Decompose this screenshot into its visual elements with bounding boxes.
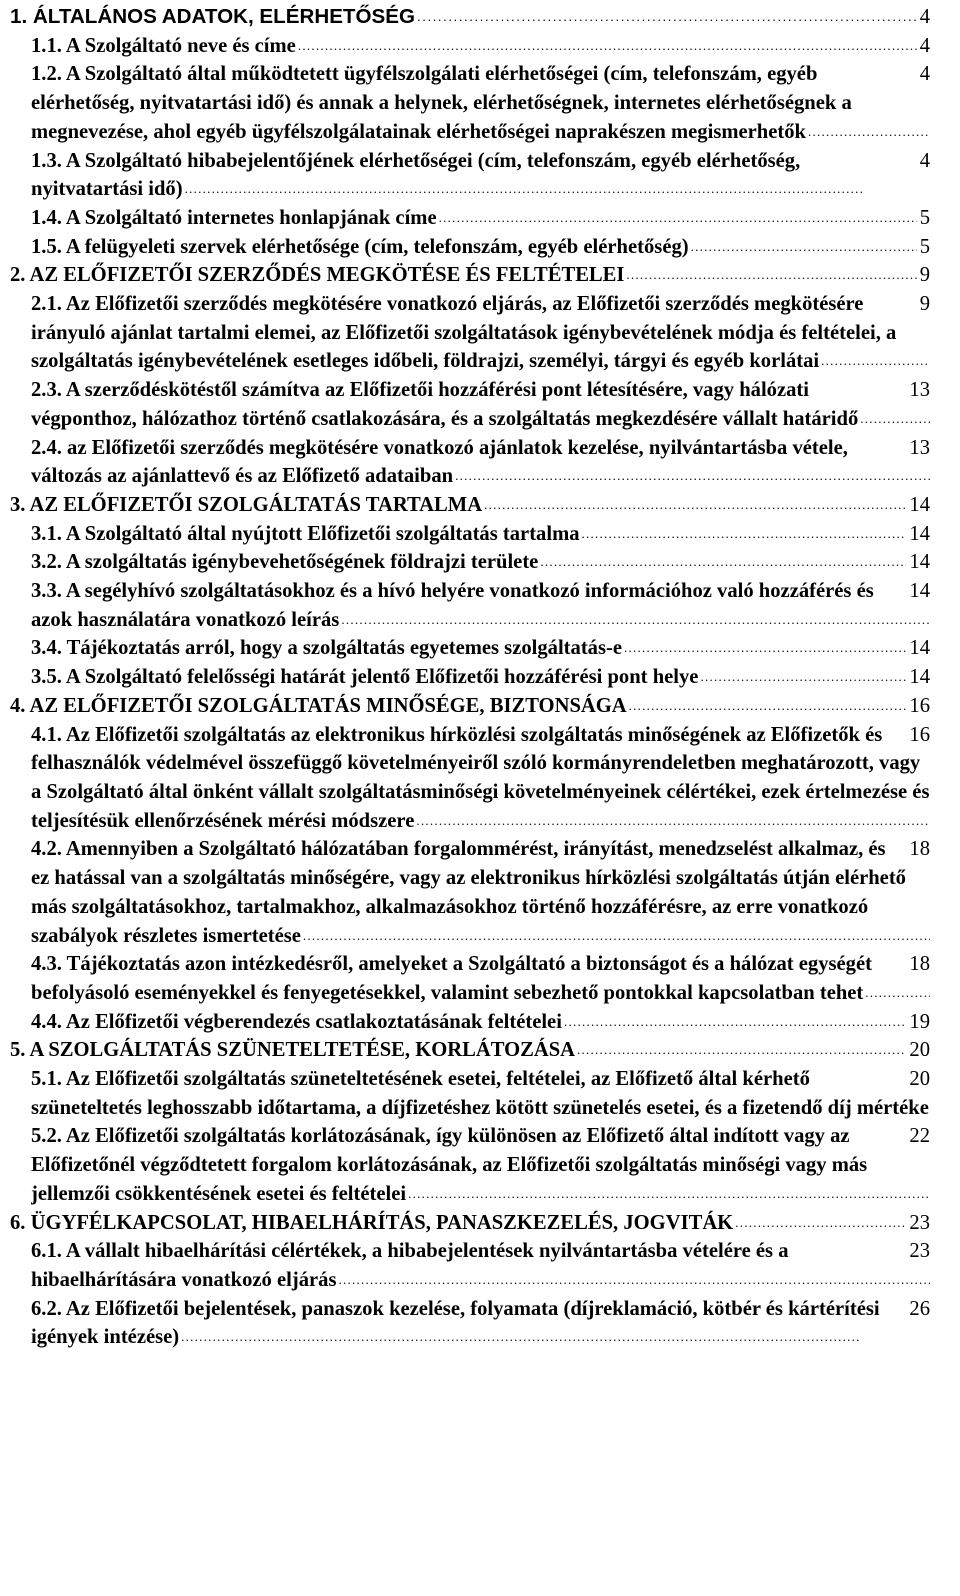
- toc-entry[interactable]: [31, 721, 930, 836]
- toc-page-number: 5: [917, 204, 930, 233]
- toc-page-number: 4: [917, 3, 930, 32]
- toc-entry-title: 4.2. Amennyiben a Szolgáltató hálózatában forgalommérést, irányítást, menedzselést alkalmaz, és ez hatással van a szolgáltatás minőségére, vagy az elektronikus hírközlési szolgáltatás útján elérhető más szolgáltatásokhoz, tartalmakhoz, alkalmazásokhoz történő hozzáférésre, az erre vonatkozó szabályok részletes ismertetése: [31, 838, 906, 947]
- toc-page-number: 5: [917, 233, 930, 262]
- toc-entry[interactable]: [31, 434, 930, 491]
- toc-page-number: 4: [917, 60, 930, 89]
- toc-entry-title: 1.4. A Szolgáltató internetes honlapjának címe: [31, 206, 437, 229]
- toc-page-number: 23: [906, 1237, 930, 1266]
- toc-entry[interactable]: [31, 548, 930, 577]
- toc-entry[interactable]: [10, 491, 930, 520]
- toc-page-number: 13: [906, 376, 930, 405]
- toc-entry-title: 1. ÁLTALÁNOS ADATOK, ELÉRHETŐSÉG: [10, 5, 416, 28]
- toc-entry-title: 5.2. Az Előfizetői szolgáltatás korlátozásának, így különösen az Előfizető által indított vagy az Előfizetőnél végződtetett forgalom korlátozásának, az Előfizetői szolgáltatás minőségi vagy más jellemzői csökkentésének esetei és feltételei: [31, 1125, 868, 1205]
- toc-entry-title: 5. A SZOLGÁLTATÁS SZÜNETELTETÉSE, KORLÁTOZÁSA: [10, 1039, 576, 1062]
- toc-entry-title: 3.3. A segélyhívó szolgáltatásokhoz és a hívó helyére vonatkozó információhoz való hozzáférés és azok használatára vonatkozó leírás: [31, 580, 874, 631]
- toc-page-number: 20: [906, 1065, 930, 1094]
- toc-entry-title: 2.1. Az Előfizetői szerződés megkötésére vonatkozó eljárás, az Előfizetői szerződés megkötésére irányuló ajánlat tartalmi elemei, az Előfizetői szolgáltatások igénybevételének módja és feltételei, a szolgáltatás igénybevételének esetleges időbeli, földrajzi, személyi, tárgyi és egyéb korlátai: [31, 293, 897, 373]
- toc-entry[interactable]: [31, 1295, 930, 1352]
- toc-entry-title: 4.4. Az Előfizetői végberendezés csatlakoztatásának feltételei: [31, 1010, 562, 1033]
- toc-page-number: 4: [917, 147, 930, 176]
- toc-entry[interactable]: [31, 950, 930, 1007]
- toc-entry-title: 4.1. Az Előfizetői szolgáltatás az elektronikus hírközlési szolgáltatás minőségének az Előfizetők és felhasználók védelmével összefüggő követelményeiről szóló kormányrendeletben meghatározott, vagy a Szolgáltató által önként vállalt szolgáltatásminőségi követelményeinek célértékei, ezek értelmezése és teljesítésük ellenőrzésének mérési módszere: [31, 723, 930, 832]
- toc-entry[interactable]: [31, 376, 930, 433]
- toc-page-number: 18: [906, 950, 930, 979]
- toc-page-number: 26: [906, 1295, 930, 1324]
- toc-page-number: 18: [906, 835, 930, 864]
- toc-entry-title: 5.1. Az Előfizetői szolgáltatás szüneteltetésének esetei, feltételei, az Előfizető által kérhető szüneteltetés leghosszabb időtartama, a díjfizetéshez kötött szünetelés esetei, és a fizetendő díj mértéke: [31, 1068, 929, 1119]
- toc-entry[interactable]: [31, 634, 930, 663]
- toc-entry-title: 1.2. A Szolgáltató által működtetett ügyfélszolgálati elérhetőségei (cím, telefonszám, egyéb elérhetőség, nyitvatartási idő) és annak a helynek, elérhetőségnek, internetes elérhetőségnek a megnevezése, ahol egyéb ügyfélszolgálatainak elérhetőségei naprakészen megismerhetők: [31, 63, 852, 143]
- toc-page-number: 14: [906, 520, 930, 549]
- toc-entry[interactable]: [31, 204, 930, 233]
- toc-entry-title: 3.4. Tájékoztatás arról, hogy a szolgáltatás egyetemes szolgáltatás-e: [31, 637, 622, 660]
- toc-entry-title: 1.3. A Szolgáltató hibabejelentőjének elérhetőségei (cím, telefonszám, egyéb elérhetőség, nyitvatartási idő): [31, 149, 801, 201]
- toc-entry-title: 1.1. A Szolgáltató neve és címe: [31, 34, 296, 57]
- toc-entry[interactable]: [31, 835, 930, 950]
- toc-entry[interactable]: [31, 60, 930, 146]
- toc-entry[interactable]: [10, 692, 930, 721]
- toc-page-number: 14: [906, 663, 930, 692]
- toc-page-number: 23: [906, 1209, 930, 1238]
- toc-page-number: 16: [906, 692, 930, 721]
- toc-entry-title: 1.5. A felügyeleti szervek elérhetősége (cím, telefonszám, egyéb elérhetőség): [31, 235, 689, 258]
- toc-entry[interactable]: [31, 577, 930, 634]
- toc-page-number: 13: [906, 434, 930, 463]
- toc-entry[interactable]: [10, 1209, 930, 1238]
- toc-page-number: 14: [906, 548, 930, 577]
- toc-entry-title: 3. AZ ELŐFIZETŐI SZOLGÁLTATÁS TARTALMA: [10, 493, 483, 516]
- toc-entry-title: 4.3. Tájékoztatás azon intézkedésről, amelyeket a Szolgáltató a biztonságot és a hálózat egységét befolyásoló eseményekkel és fenyegetésekkel, valamint sebezhető pontokkal kapcsolatban tehet: [31, 953, 872, 1004]
- toc-entry[interactable]: [31, 1122, 930, 1208]
- toc-page-number: 22: [906, 1122, 930, 1151]
- toc-entry[interactable]: [31, 290, 930, 376]
- toc-entry[interactable]: [31, 147, 930, 204]
- toc-page-number: 19: [906, 1008, 930, 1037]
- toc-entry[interactable]: [10, 1036, 930, 1065]
- toc-entry[interactable]: [31, 1065, 930, 1122]
- toc-page-number: 14: [906, 491, 930, 520]
- toc-entry-title: 2. AZ ELŐFIZETŐI SZERZŐDÉS MEGKÖTÉSE ÉS FELTÉTELEI: [10, 264, 625, 287]
- toc-page-number: 9: [917, 261, 930, 290]
- toc-entry[interactable]: [10, 3, 930, 32]
- toc-entry-title: 4. AZ ELŐFIZETŐI SZOLGÁLTATÁS MINŐSÉGE, BIZTONSÁGA: [10, 694, 627, 717]
- toc-page-number: 20: [906, 1036, 930, 1065]
- toc-entry[interactable]: [31, 520, 930, 549]
- toc-entry-title: 2.3. A szerződéskötéstől számítva az Előfizetői hozzáférési pont létesítésére, vagy hálózati végponthoz, hálózathoz történő csatlakozására, és a szolgáltatás megkezdésére vállalt határidő: [31, 379, 859, 430]
- toc-page-number: 4: [917, 32, 930, 61]
- toc-entry-title: 3.5. A Szolgáltató felelősségi határát jelentő Előfizetői hozzáférési pont helye: [31, 666, 699, 689]
- toc-entry-title: 2.4. az Előfizetői szerződés megkötésére vonatkozó ajánlatok kezelése, nyilvántartásba vétele, változás az ajánlattevő és az Előfizető adataiban: [31, 436, 848, 488]
- toc-entry-title: 6.1. A vállalt hibaelhárítási célértékek, a hibabejelentések nyilvántartásba vételére és a hibaelhárítására vonatkozó eljárás: [31, 1240, 789, 1291]
- toc-entry[interactable]: [31, 663, 930, 692]
- toc-entry-title: 6. ÜGYFÉLKAPCSOLAT, HIBAELHÁRÍTÁS, PANASZKEZELÉS, JOGVITÁK: [10, 1211, 734, 1234]
- toc-page-number: 14: [906, 634, 930, 663]
- toc-entry-title: 3.2. A szolgáltatás igénybevehetőségének földrajzi területe: [31, 551, 539, 574]
- toc-entry[interactable]: [31, 1237, 930, 1294]
- toc-entry-title: 3.1. A Szolgáltató által nyújtott Előfizetői szolgáltatás tartalma: [31, 522, 580, 545]
- toc-entry-title: 6.2. Az Előfizetői bejelentések, panaszok kezelése, folyamata (díjreklamáció, kötbér és kártérítési igények intézése): [31, 1297, 880, 1349]
- toc-entry[interactable]: [31, 32, 930, 61]
- toc-entry[interactable]: [10, 261, 930, 290]
- toc-page-number: 9: [917, 290, 930, 319]
- toc-entry[interactable]: [31, 233, 930, 262]
- toc-page-number: 14: [906, 577, 930, 606]
- toc-entry[interactable]: [31, 1008, 930, 1037]
- toc-page-number: 16: [906, 721, 930, 750]
